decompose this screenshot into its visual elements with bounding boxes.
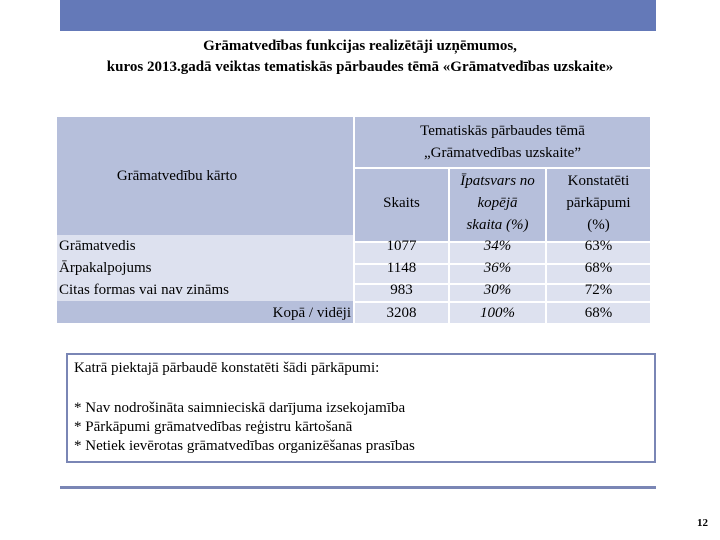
top-banner — [60, 0, 656, 31]
page-title — [0, 36, 720, 78]
cell-ipatsvars: 34% — [483, 238, 512, 254]
col-header-ipatsvars-1: Īpatsvars no — [460, 173, 535, 189]
cell-total-skaits: 3208 — [386, 305, 417, 321]
title-line-2: kuros 2013.gadā veiktas tematiskās pārbaudes tēmā «Grāmatvedības uzskaite» — [106, 59, 614, 75]
bottom-divider — [60, 486, 656, 489]
group-header-line-1: Tematiskās pārbaudes tēmā — [420, 123, 585, 139]
row-label-arpakalpojums: Ārpakalpojums — [59, 260, 152, 276]
row-label-gramatvedis: Grāmatvedis — [59, 238, 136, 254]
row-label-citas-formas: Citas formas vai nav zināms — [59, 282, 229, 298]
note-item: * Nav nodrošināta saimnieciskā darījuma izsekojamība — [74, 400, 406, 416]
cell-konstateti: 72% — [584, 282, 613, 298]
col-header-ipatsvars-2: kopējā — [477, 195, 518, 211]
note-item: * Netiek ievērotas grāmatvedības organizēšanas prasības — [74, 438, 415, 454]
col-header-skaits: Skaits — [383, 195, 420, 211]
col-header-konstateti-3: (%) — [587, 217, 610, 233]
cell-skaits: 1077 — [386, 238, 417, 254]
cell-ipatsvars: 30% — [483, 282, 512, 298]
cell-skaits: 1148 — [386, 260, 417, 276]
page-number: 12 — [697, 517, 708, 529]
col-header-konstateti-2: pārkāpumi — [566, 195, 631, 211]
col-header-ipatsvars-3: skaita (%) — [466, 217, 529, 233]
data-table — [57, 117, 650, 323]
violations-note-box — [66, 353, 656, 463]
col-header-konstateti-1: Konstatēti — [567, 173, 630, 189]
cell-konstateti: 68% — [584, 260, 613, 276]
note-heading: Katrā piektajā pārbaudē konstatēti šādi pārkāpumi: — [74, 360, 380, 376]
cell-ipatsvars: 36% — [483, 260, 512, 276]
corner-label: Grāmatvedību kārto — [116, 168, 238, 184]
group-header-line-2: „Grāmatvedības uzskaite” — [423, 145, 581, 161]
cell-total-ipatsvars: 100% — [480, 305, 515, 321]
row-label-total: Kopā / vidēji — [272, 305, 351, 321]
cell-skaits: 983 — [390, 282, 413, 298]
title-line-1: Grāmatvedības funkcijas realizētāji uzņēmumos, — [203, 38, 517, 54]
cell-konstateti: 63% — [584, 238, 613, 254]
note-item: * Pārkāpumi grāmatvedības reģistru kārtošanā — [74, 419, 353, 435]
cell-total-konstateti: 68% — [584, 305, 613, 321]
